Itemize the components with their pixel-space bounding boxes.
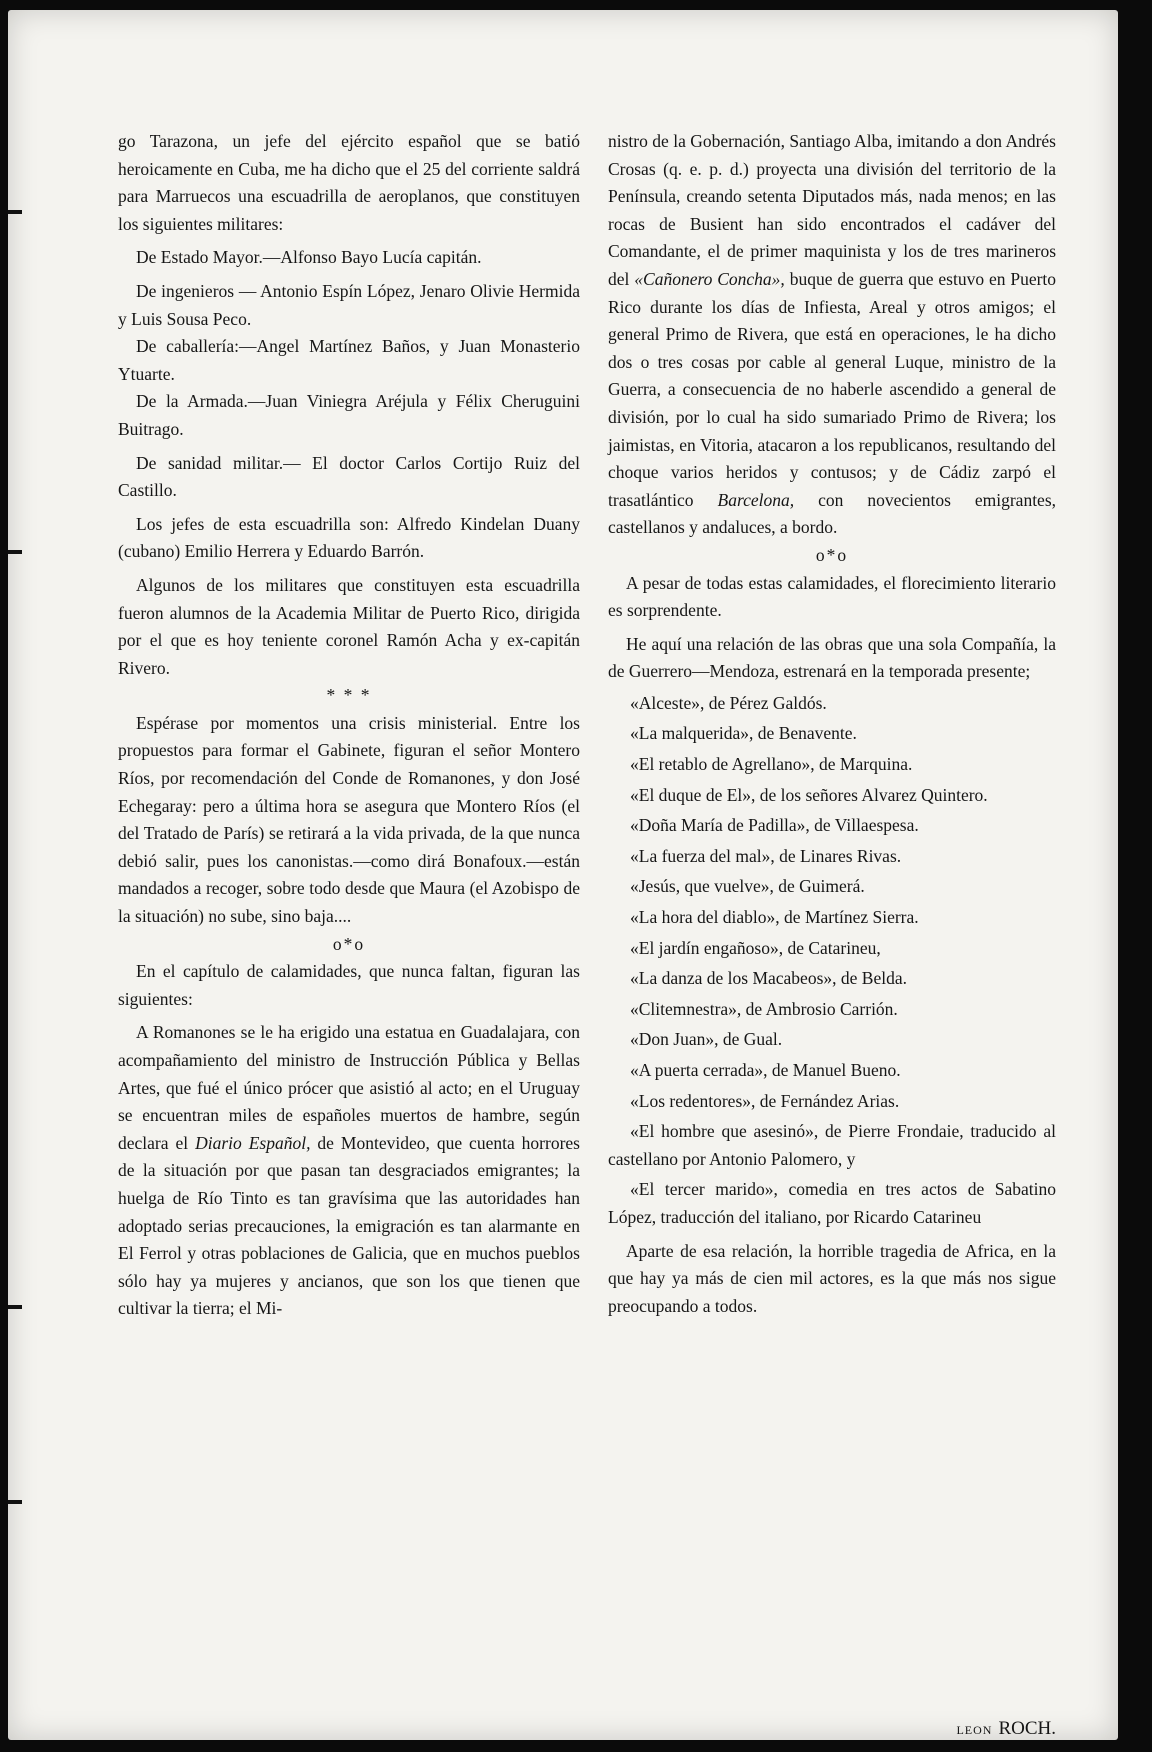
list-item: «Don Juan», de Gual. bbox=[630, 1029, 783, 1050]
paragraph: De ingenieros — Antonio Espín López, Jenaro Olivie Hermida y Luis Sousa Peco. bbox=[118, 280, 580, 329]
paragraph-text: de Montevideo, que cuenta horrores de la situación por que pasan tan desgraciados emigrantes; la huelga de Río Tinto es tan gravísima que las autoridades han adoptado serias precauciones, la emigración es tan alarmante en El Ferrol y otras poblaciones de Galicia, que en muchos pueblos sólo hay ya mujeres y ancianos, que son los que tienen que cultivar la tierra; el Mi- bbox=[118, 1132, 580, 1319]
ship-name: «Cañonero Concha», bbox=[634, 268, 785, 289]
right-column bbox=[608, 128, 1056, 1320]
paragraph: Los jefes de esta escuadrilla son: Alfredo Kindelan Duany (cubano) Emilio Herrera y Eduardo Barrón. bbox=[118, 513, 580, 562]
signature-first-name: LEON bbox=[956, 1723, 993, 1737]
paragraph-text: A Romanones se le ha erigido una estatua en Guadalajara, con acompañamiento del ministro de Instrucción Pública y Bellas Artes, que fué el único prócer que asistió al acto; en el Uruguay se encuentran miles de españoles muertos de hambre, según declara el bbox=[118, 1022, 580, 1153]
paragraph-text: buque de guerra que estuvo en Puerto Rico durante los días de Infiesta, Areal y otros amigos; el general Primo de Rivera, que está en operaciones, le ha dicho dos o tres cosas por cable al general Luque, ministro de la Guerra, a consecuencia de no haberle ascendido a general de división, por lo cual ha sido sumariado Primo de Rivera; los jaimistas, en Vitoria, atacaron a los republicanos, resultando del choque varios heridos y contusos; y de Cádiz zarpó el trasatlántico bbox=[608, 268, 1057, 510]
binding-mark bbox=[8, 1305, 22, 1309]
paragraph-text: nistro de la Gobernación, Santiago Alba, imitando a don Andrés Crosas (q. e. p. d.) proyecta una división del territorio de la Península, creando setenta Diputados más, nada menos; en las rocas de Busient han sido encontrados el cadáver del Comandante, el de primer maquinista y los de tres marineros del bbox=[608, 131, 1056, 289]
author-signature bbox=[908, 1718, 1056, 1740]
list-item: «Alceste», de Pérez Galdós. bbox=[630, 692, 827, 713]
list-item: «La danza de los Macabeos», de Belda. bbox=[630, 968, 907, 989]
paragraph: Aparte de esa relación, la horrible tragedia de Africa, en la que hay ya más de cien mil actores, es la que más nos sigue preocupando a todos. bbox=[608, 1240, 1056, 1316]
list-item: «La malquerida», de Benavente. bbox=[630, 723, 857, 744]
list-item: «El jardín engañoso», de Catarineu, bbox=[630, 937, 881, 958]
list-item: «Los redentores», de Fernández Arias. bbox=[630, 1090, 900, 1111]
paragraph bbox=[118, 1019, 580, 1323]
paragraph: Algunos de los militares que constituyen esta escuadrilla fueron alumnos de la Academia Militar de Puerto Rico, dirigida por el que es hoy teniente coronel Ramón Acha y ex-capitán Rivero. bbox=[118, 574, 580, 678]
paragraph: Espérase por momentos una crisis ministerial. Entre los propuestos para formar el Gabinete, figuran el señor Montero Ríos, por recomendación del Conde de Romanones, y don José Echegaray: pero a última hora se asegura que Montero Ríos (el del Tratado de París) se retirará a la vida privada, de la que nunca debió salir, pues los canonistas.—como dirá Bonafoux.—están mandados a recoger, sobre todo desde que Maura (el Azobispo de la situación) no sube, sino baja.... bbox=[118, 712, 580, 927]
list-item: «El hombre que asesinó», de Pierre Frondaie, traducido al castellano por Antonio Palomero, y bbox=[608, 1121, 1056, 1169]
list-item: «A puerta cerrada», de Manuel Bueno. bbox=[630, 1060, 901, 1080]
paragraph-text: con novecientos emigrantes, castellanos y andaluces, a bordo. bbox=[608, 489, 1057, 538]
paragraph: De sanidad militar.— El doctor Carlos Cortijo Ruiz del Castillo. bbox=[118, 452, 580, 501]
binding-mark bbox=[8, 550, 22, 554]
paragraph bbox=[608, 128, 1056, 542]
paragraph: En el capítulo de calamidades, que nunca faltan, figuran las siguientes: bbox=[118, 961, 580, 1009]
paragraph: He aquí una relación de las obras que una sola Compañía, la de Guerrero—Mendoza, estrenará en la temporada presente; bbox=[608, 633, 1056, 682]
section-separator: * * * bbox=[326, 685, 372, 706]
works-list bbox=[608, 690, 1056, 1232]
list-item: «Clitemnestra», de Ambrosio Carrión. bbox=[630, 998, 898, 1019]
list-item: «Doña María de Padilla», de Villaespesa. bbox=[630, 815, 919, 836]
list-item: «El retablo de Agrellano», de Marquina. bbox=[630, 754, 913, 775]
signature-last-name: ROCH. bbox=[998, 1718, 1056, 1739]
paragraph: De Estado Mayor.—Alfonso Bayo Lucía capitán. bbox=[136, 247, 482, 268]
magazine-page bbox=[8, 10, 1118, 1740]
list-item: «La hora del diablo», de Martínez Sierra. bbox=[630, 907, 919, 928]
ship-name: Barcelona, bbox=[717, 489, 795, 510]
paragraph: De la Armada.—Juan Viniegra Aréjula y Félix Cheruguini Buitrago. bbox=[118, 391, 580, 439]
list-item: «La fuerza del mal», de Linares Rivas. bbox=[630, 845, 902, 866]
paragraph: go Tarazona, un jefe del ejército español que se batió heroicamente en Cuba, me ha dicho que el 25 del corriente saldrá para Marruecos una escuadrilla de aeroplanos, que constituyen los siguientes militares: bbox=[118, 131, 580, 234]
list-item: «El tercer marido», comedia en tres actos de Sabatino López, traducción del italiano, por Ricardo Catarineu bbox=[608, 1179, 1056, 1227]
newspaper-title: Diario Español, bbox=[195, 1132, 311, 1153]
paragraph: A pesar de todas estas calamidades, el florecimiento literario es sorprendente. bbox=[608, 572, 1056, 621]
paragraph: De caballería:—Angel Martínez Baños, y Juan Monasterio Ytuarte. bbox=[118, 336, 580, 384]
section-separator: o*o bbox=[332, 933, 366, 954]
list-item: «Jesús, que vuelve», de Guimerá. bbox=[630, 876, 865, 897]
binding-mark bbox=[8, 210, 22, 214]
left-column bbox=[118, 128, 580, 1323]
list-item: «El duque de El», de los señores Alvarez Quintero. bbox=[630, 784, 988, 805]
section-separator: o*o bbox=[815, 544, 849, 565]
binding-mark bbox=[8, 1500, 22, 1504]
